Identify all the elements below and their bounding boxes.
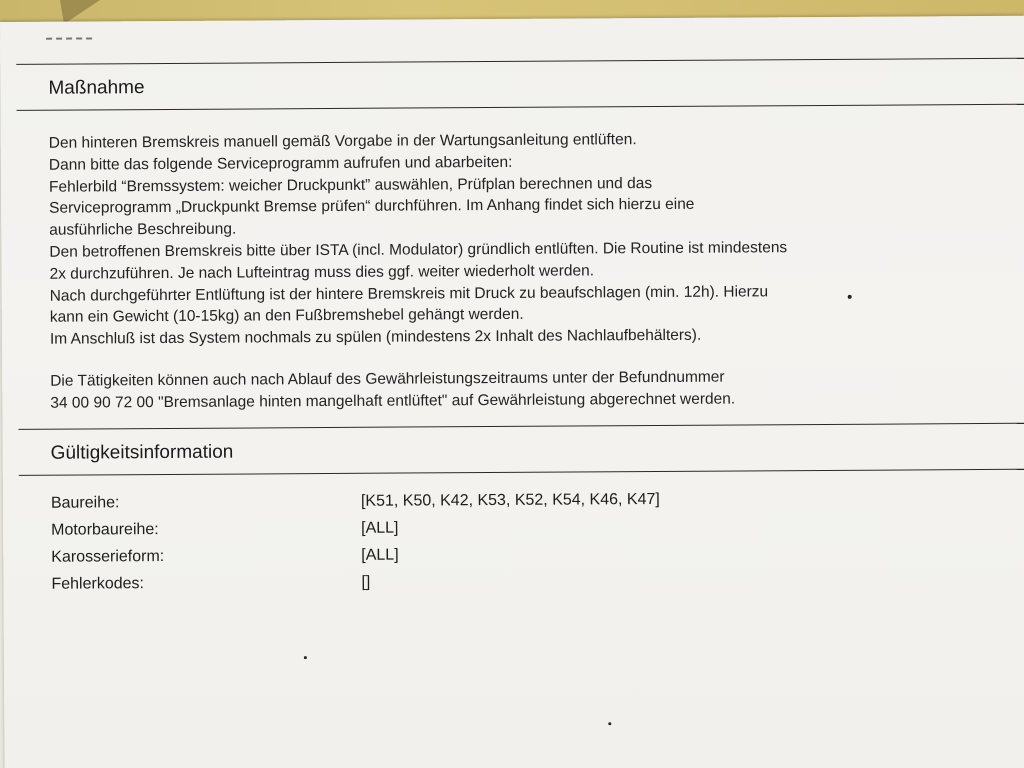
validity-label: Fehlerkodes:: [51, 574, 144, 593]
section-title-massnahme: Maßnahme: [48, 77, 145, 99]
ink-speck: [608, 722, 611, 725]
massnahme-body: [49, 127, 950, 350]
validity-table: [51, 485, 852, 598]
dash-mark: [46, 37, 92, 39]
text-line: Im Anschluß ist das System nochmals zu spülen (mindestens 2x Inhalt des Nachlaufbehälters).: [49, 326, 702, 348]
paper-fold: [60, 0, 100, 24]
massnahme-footer: [50, 365, 950, 414]
text-line: Dann bitte das folgende Serviceprogramm aufrufen und abarbeiten:: [48, 153, 513, 174]
section-title-validity: Gültigkeitsinformation: [50, 441, 234, 464]
validity-value: []: [361, 573, 371, 591]
validity-label: Karosserieform:: [51, 547, 165, 566]
ink-speck: [848, 295, 852, 299]
validity-label: Motorbaureihe:: [51, 520, 159, 539]
validity-label: Baureihe:: [50, 493, 120, 512]
rule-under-massnahme: [17, 104, 1024, 111]
text-line: ausführliche Beschreibung.: [49, 220, 237, 239]
text-line: Den betroffenen Bremskreis bitte über ISTA (incl. Modulator) gründlich entlüften. Die Routine ist mindestens: [49, 239, 788, 261]
text-line: Serviceprogramm „Druckpunkt Bremse prüfen“ durchführen. Im Anhang findet sich hierzu eine: [49, 196, 695, 218]
text-line: kann ein Gewicht (10-15kg) an den Fußbremshebel gehängt werden.: [49, 306, 524, 327]
validity-value: [K51, K50, K42, K53, K52, K54, K46, K47]: [360, 490, 660, 510]
text-line: Nach durchgeführter Entlüftung ist der hintere Bremskreis mit Druck zu beaufschlagen (min. 12h). Hierzu: [49, 282, 769, 305]
validity-value: [ALL]: [361, 519, 399, 537]
text-line: Fehlerbild “Bremssystem: weicher Druckpunkt” auswählen, Prüfplan berechnen und das: [48, 174, 653, 196]
text-line: Den hinteren Bremskreis manuell gemäß Vorgabe in der Wartungsanleitung entlüften.: [48, 131, 637, 152]
validity-row: [51, 566, 851, 598]
rule-under-validity: [19, 469, 1024, 476]
rule-top: [16, 58, 1024, 65]
rule-above-validity: [18, 423, 1024, 430]
document-sheet: [0, 16, 1024, 768]
text-line: 2x durchzuführen. Je nach Lufteintrag muss dies ggf. weiter wiederholt werden.: [49, 262, 595, 283]
validity-value: [ALL]: [361, 546, 399, 564]
text-line: 34 00 90 72 00 "Bremsanlage hinten mangelhaft entlüftet" auf Gewährleistung abgerechnet werden.: [50, 390, 736, 412]
ink-speck: [304, 656, 307, 659]
text-line: Die Tätigkeiten können auch nach Ablauf des Gewährleistungszeitraums unter der Befundnummer: [50, 368, 725, 390]
